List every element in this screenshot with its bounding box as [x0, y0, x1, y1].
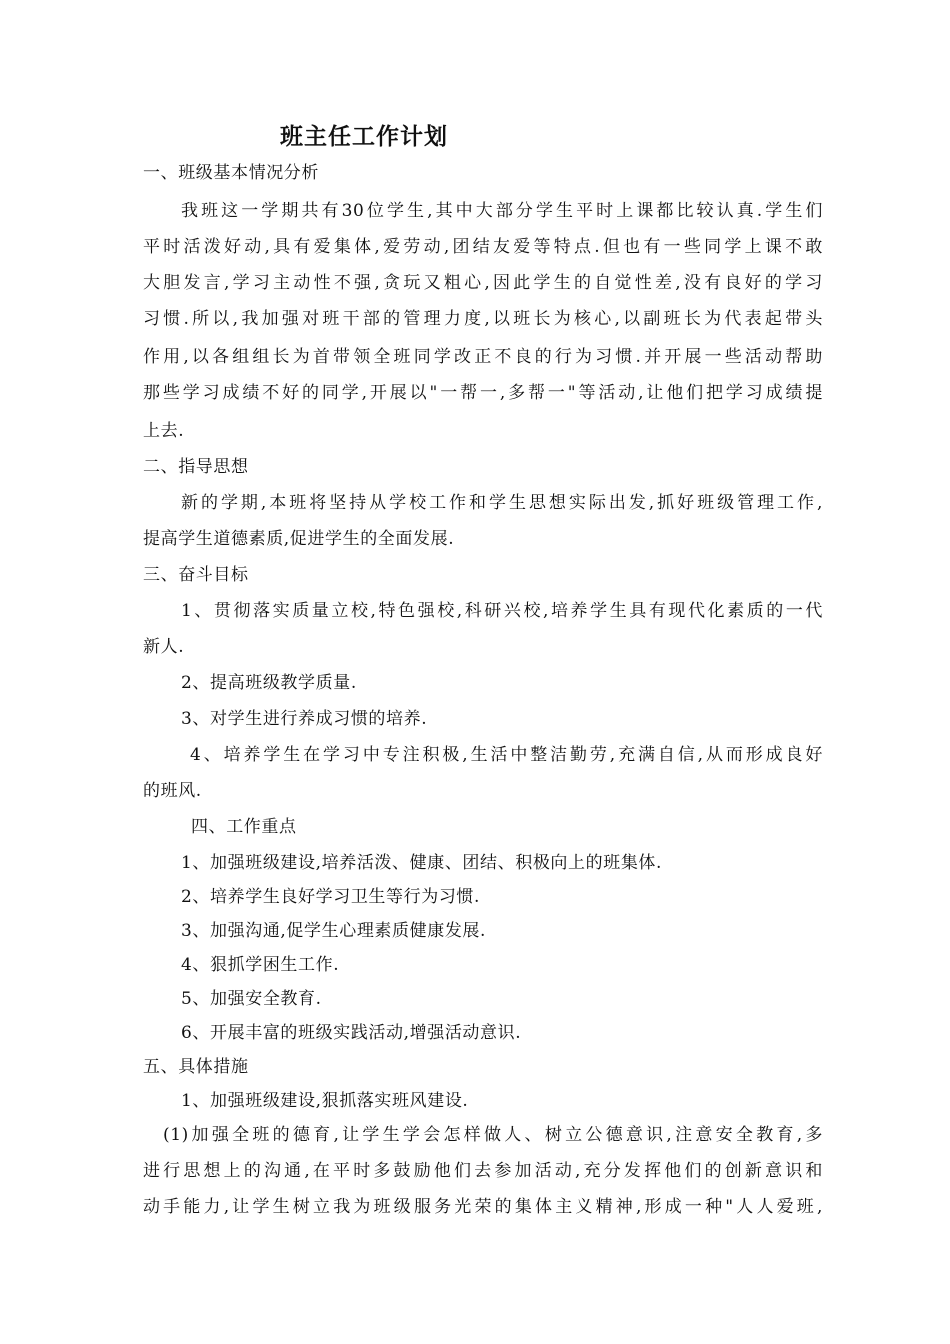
list-item: 4、狠抓学困生工作. [181, 955, 340, 975]
list-item: 1、加强班级建设,培养活泼、健康、团结、积极向上的班集体. [181, 853, 663, 873]
paragraph-line: 我班这一学期共有30位学生,其中大部分学生平时上课都比较认真.学生们 [181, 201, 823, 221]
paragraph-line: 进行思想上的沟通,在平时多鼓励他们去参加活动,充分发挥他们的创新意识和 [143, 1161, 823, 1181]
paragraph-line: 上去. [143, 421, 185, 441]
heading-section-1: 一、班级基本情况分析 [143, 163, 319, 183]
paragraph-line: 习惯.所以,我加强对班干部的管理力度,以班长为核心,以副班长为代表起带头 [143, 309, 823, 329]
paragraph-line: 提高学生道德素质,促进学生的全面发展. [143, 529, 455, 549]
heading-section-4: 四、工作重点 [191, 817, 297, 837]
paragraph-line: 新人. [143, 637, 185, 657]
paragraph-line: 的班风. [143, 781, 202, 801]
list-item: 1、加强班级建设,狠抓落实班风建设. [181, 1091, 469, 1111]
document-title: 班主任工作计划 [280, 124, 448, 150]
list-item: 3、对学生进行养成习惯的培养. [181, 709, 428, 729]
list-item: 3、加强沟通,促学生心理素质健康发展. [181, 921, 487, 941]
paragraph-line: 那些学习成绩不好的同学,开展以"一帮一,多帮一"等活动,让他们把学习成绩提 [143, 383, 823, 403]
list-item: 2、提高班级教学质量. [181, 673, 357, 693]
paragraph-line: 平时活泼好动,具有爱集体,爱劳动,团结友爱等特点.但也有一些同学上课不敢 [143, 237, 823, 257]
list-item: 5、加强安全教育. [181, 989, 322, 1009]
list-item: 1、贯彻落实质量立校,特色强校,科研兴校,培养学生具有现代化素质的一代 [181, 601, 823, 621]
list-item: 4、培养学生在学习中专注积极,生活中整洁勤劳,充满自信,从而形成良好 [190, 745, 823, 765]
heading-section-2: 二、指导思想 [143, 457, 249, 477]
list-item: 6、开展丰富的班级实践活动,增强活动意识. [181, 1023, 522, 1043]
list-item: 2、培养学生良好学习卫生等行为习惯. [181, 887, 481, 907]
paragraph-line: 动手能力,让学生树立我为班级服务光荣的集体主义精神,形成一种"人人爱班, [143, 1197, 823, 1217]
heading-section-5: 五、具体措施 [143, 1057, 249, 1077]
paragraph-line: 大胆发言,学习主动性不强,贪玩又粗心,因此学生的自觉性差,没有良好的学习 [143, 273, 823, 293]
paragraph-line: 新的学期,本班将坚持从学校工作和学生思想实际出发,抓好班级管理工作, [181, 493, 823, 513]
paragraph-line: 作用,以各组组长为首带领全班同学改正不良的行为习惯.并开展一些活动帮助 [143, 347, 823, 367]
heading-section-3: 三、奋斗目标 [143, 565, 249, 585]
list-item: (1)加强全班的德育,让学生学会怎样做人、树立公德意识,注意安全教育,多 [163, 1125, 823, 1145]
